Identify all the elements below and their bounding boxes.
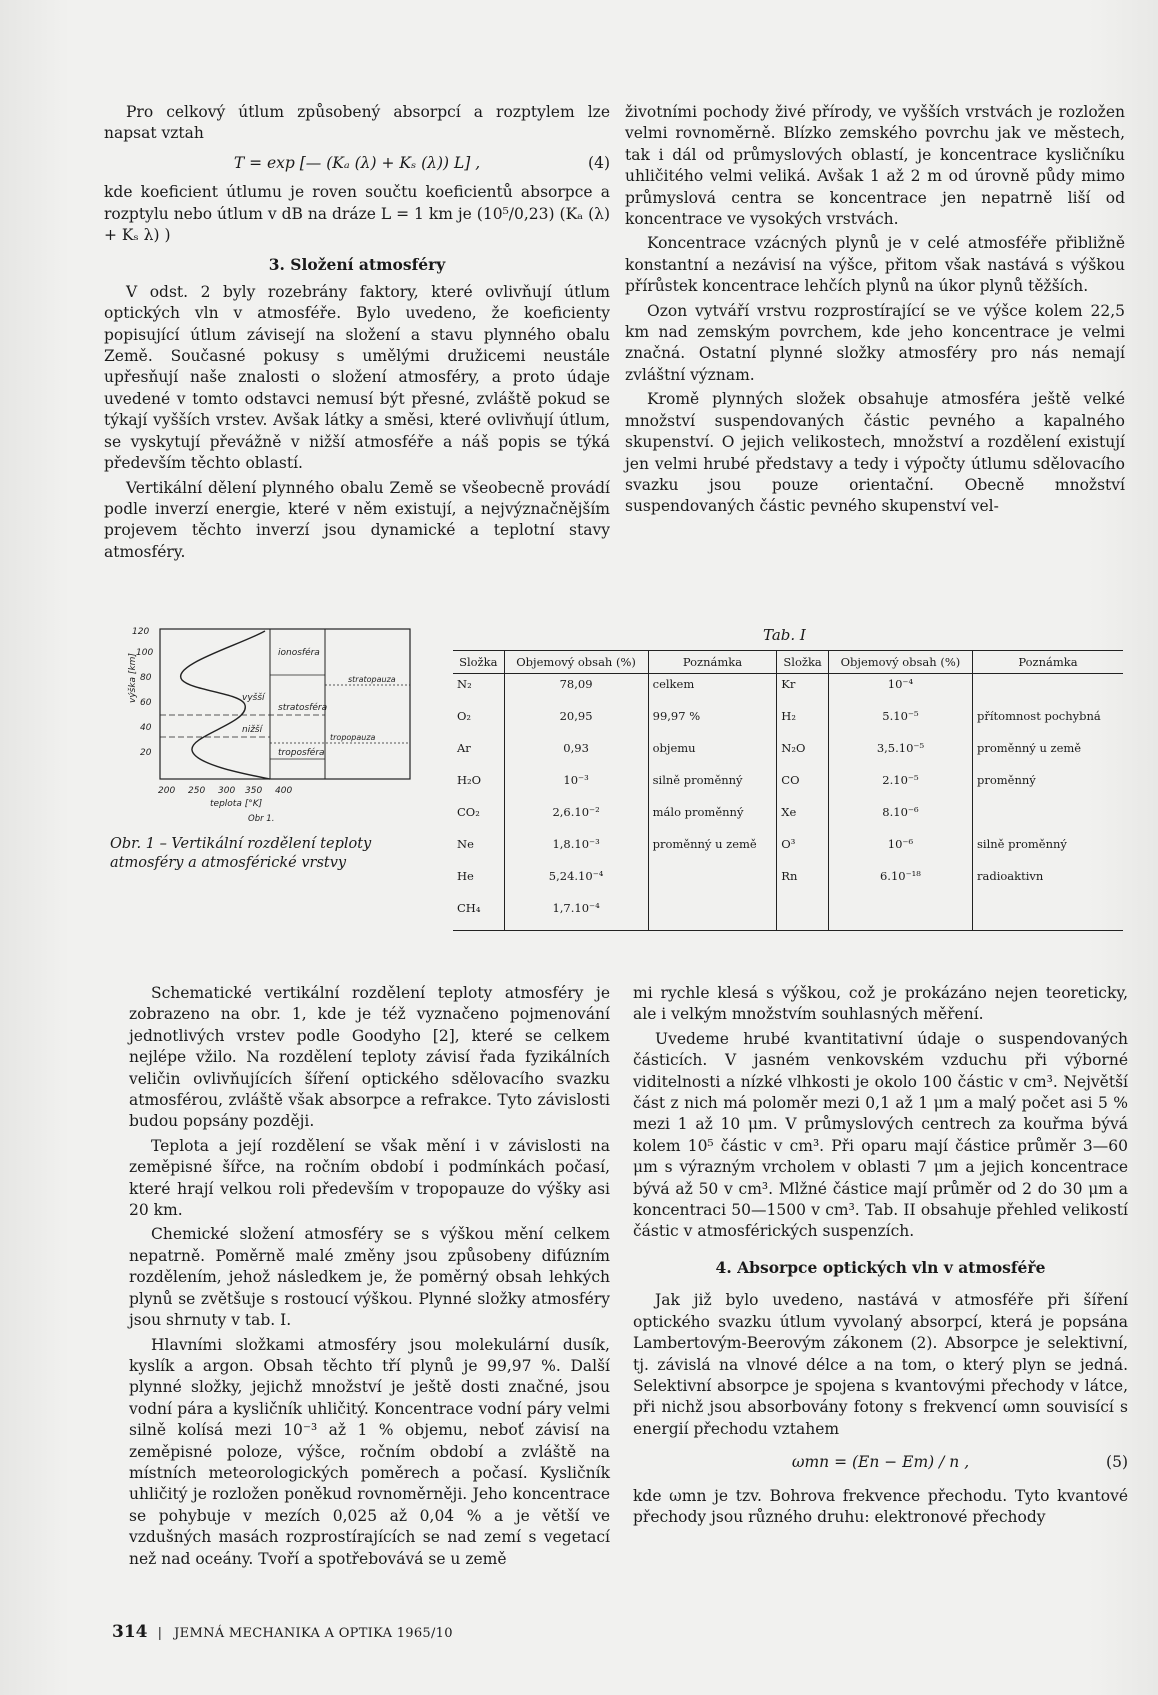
table-cell: proměnný u země: [648, 834, 777, 866]
table-cell: CH₄: [453, 898, 504, 931]
footer-separator: |: [157, 1626, 163, 1641]
paragraph: Koncentrace vzácných plynů je v celé atmosféře přibližně konstantní a nezávisí na výšce, přitom však nastává s výškou přírůstek koncentrace lehčích plynů na úkor plynů těžších.: [625, 234, 1125, 296]
section-heading: 3. Složení atmosféry: [268, 255, 446, 275]
table-cell: 99,97 %: [648, 706, 777, 738]
caption-text: – Vertikální rozdělení teploty atmosféry a atmosférické vrstvy: [110, 836, 372, 871]
temperature-curve: [181, 631, 270, 779]
table-cell: 20,95: [504, 706, 648, 738]
table-cell: Ne: [457, 837, 474, 851]
table-header-row: [453, 651, 1123, 674]
paragraph: kde koeficient útlumu je roven součtu koeficientů absorpce a rozptylu nebo útlum v dB na dráze L = 1 km je (10⁵/0,23) (Kₐ (λ) + Kₛ λ) ): [104, 183, 610, 245]
x-axis-label: teplota [°K]: [210, 799, 263, 809]
table-cell: CO: [777, 770, 829, 802]
x-ticks: [158, 786, 292, 796]
table-cell: He: [457, 869, 474, 883]
right-column-top: [625, 102, 1125, 518]
y-tick: 80: [140, 673, 152, 683]
table-row: [453, 706, 1123, 738]
formula-text: ωmn = (En − Em) / n ,: [791, 1453, 970, 1472]
table-row: [453, 770, 1123, 802]
y-axis-label: výška [km]: [128, 653, 138, 703]
paragraph: Jak již bylo uvedeno, nastává v atmosféře při šíření optického svazku útlum vyvolaný absorpcí, která je popsána Lambertovým-Beerovým zákonem (2). Absorpce je selektivní, tj. závislá na vlnové délce a na tom, o který plyn se jedná. Selektivní absorpce je spojena s kvantovými přechody v látce, při nichž jsou absorbovány fotony s frekvencí ωmn souvisící s energií přechodu vztahem: [633, 1291, 1128, 1438]
table-cell: [648, 866, 777, 898]
formula-5: [633, 1452, 1128, 1473]
composition-table: [453, 650, 1123, 931]
table-cell: Kr: [777, 674, 829, 707]
table-cell: 10⁻³: [504, 770, 648, 802]
table-cell: [972, 898, 1123, 931]
left-column-bottom: [129, 983, 610, 1570]
table-row: [453, 834, 1123, 866]
y-tick: 20: [140, 748, 152, 758]
x-tick: 400: [275, 786, 293, 796]
table-cell: 10⁻⁴: [828, 674, 972, 707]
x-tick: 300: [218, 786, 236, 796]
page-number: 314: [112, 1622, 148, 1642]
table-cell: [828, 898, 972, 931]
paragraph: mi rychle klesá s výškou, což je prokázáno nejen teoreticky, ale i velkým množstvím souhlasných měření.: [633, 984, 1128, 1024]
table-cell: silně proměnný: [972, 834, 1123, 866]
col-header: Složka: [453, 651, 504, 674]
paragraph: V odst. 2 byly rozebrány faktory, které ovlivňují útlum optických vln v atmosféře. Bylo uvedeno, že koeficienty popisující útlum závisejí na složení a stavu plynného obalu Země. Současné pokusy s umělými družicemi neustále upřesňují naše znalosti o složení atmosféry, a proto údaje uvedené v tomto odstavci nemusí být přesné, zvláště pokud se týkají vyšších vrstev. Avšak látky a směsi, které ovlivňují útlum, se vyskytují převážně v nižší atmosféře a náš popis se týká především těchto oblastí.: [104, 282, 610, 473]
paragraph: Schematické vertikální rozdělení teploty atmosféry je zobrazeno na obr. 1, kde je též vyznačeno pojmenování jednotlivých vrstev podle Goodyho [2], které se celkem nejlépe vžilo. Na rozdělení teploty závisí řada fyzikálních veličin ovlivňujících šíření optického sdělovacího svazku atmosférou, zvláště však absorpce a refrakce. Tyto závislosti budou popsány později.: [129, 984, 610, 1131]
table-cell: přítomnost pochybná: [972, 706, 1123, 738]
table-body: [453, 674, 1123, 931]
table-title: Tab. I: [763, 626, 806, 644]
y-tick: 40: [140, 723, 152, 733]
col-header: Složka: [777, 651, 829, 674]
col-header: Objemový obsah (%): [504, 651, 648, 674]
formula-text: T = exp [— (Kₐ (λ) + Kₛ (λ)) L] ,: [233, 153, 481, 172]
table-cell: O₂: [457, 709, 472, 723]
table-cell: O³: [777, 834, 829, 866]
col-header: Poznámka: [648, 651, 777, 674]
right-column-bottom: [633, 983, 1128, 1528]
layer-label: nižší: [242, 725, 263, 735]
figure-caption: [110, 835, 440, 873]
paragraph: kde ωmn je tzv. Bohrova frekvence přechodu. Tyto kvantové přechody jsou různého druhu: elektronové přechody: [633, 1486, 1128, 1526]
layer-label: troposféra: [278, 748, 325, 758]
table-cell: 10⁻⁶: [828, 834, 972, 866]
layer-label: stratopauza: [348, 675, 396, 684]
paragraph: Chemické složení atmosféry se s výškou mění celkem nepatrně. Poměrně malé změny jsou způsobeny difúzním rozdělením, jehož následkem je, že poměrný obsah lehkých plynů se zvětšuje s rostoucí výškou. Plynné složky atmosféry jsou shrnuty v tab. I.: [129, 1225, 610, 1330]
table-cell: H₂: [777, 706, 829, 738]
layer-label: ionosféra: [278, 648, 320, 658]
paragraph: Kromě plynných složek obsahuje atmosféra ještě velké množství suspendovaných částic pevného a kapalného skupenství. O jejich velikostech, množství a rozdělení existují jen velmi hrubé představy a tedy i výpočty útlumu sdělovacího svazku jsou pouze orientační. Obecně množství suspendovaných částic pevného skupenství vel-: [625, 390, 1125, 516]
table-cell: 3,5.10⁻⁵: [828, 738, 972, 770]
table-cell: [777, 898, 829, 931]
figure-1-diagram: [130, 625, 415, 830]
table-row: [453, 898, 1123, 931]
y-tick: 60: [140, 698, 152, 708]
table-cell: 2,6.10⁻²: [504, 802, 648, 834]
table-row: [453, 674, 1123, 707]
table-cell: N₂O: [777, 738, 829, 770]
col-header: Objemový obsah (%): [828, 651, 972, 674]
x-tick: 350: [245, 786, 263, 796]
table-row: [453, 866, 1123, 898]
paragraph: Uvedeme hrubé kvantitativní údaje o suspendovaných částicích. V jasném venkovském vzduchu při výborné viditelnosti a nízké vlhkosti je okolo 100 částic v cm³. Největší část z nich má poloměr mezi 0,1 až 1 μm a malý počet asi 5 % mezi 1 až 10 μm. V průmyslových centrech za kouřma bývá kolem 10⁵ částic v cm³. Při oparu mají částice průměr 3—60 μm s výrazným vrcholem v oblasti 7 μm a jejich koncentrace bývá až 50 v cm³. Mlžné částice mají průměr od 2 do 30 μm a koncentraci 50—1500 v cm³. Tab. II obsahuje přehled velikostí částic v atmosférických suspenzích.: [633, 1029, 1128, 1241]
paragraph: Vertikální dělení plynného obalu Země se všeobecně provádí podle inverzí energie, které v něm existují, a nejvýznačnějším projevem těchto inverzí jsou dynamické a teplotní stavy atmosféry.: [104, 478, 610, 561]
y-tick: 100: [136, 648, 154, 658]
table-cell: 0,93: [504, 738, 648, 770]
table-cell: Xe: [777, 802, 829, 834]
table-cell: 1,8.10⁻³: [504, 834, 648, 866]
y-tick: 120: [132, 627, 150, 637]
figure-mark: Obr 1.: [248, 814, 275, 824]
paragraph: Pro celkový útlum způsobený absorpcí a rozptylem lze napsat vztah: [104, 103, 610, 143]
table-cell: radioaktivn: [972, 866, 1123, 898]
table-cell: málo proměnný: [648, 802, 777, 834]
paragraph: životními pochody živé přírody, ve vyšších vrstvách je rozložen velmi rovnoměrně. Blízko zemského povrchu jak ve městech, tak i dál od průmyslových oblastí, je koncentrace kysličníku uhličitého velmi veliká. Avšak 1 až 2 m od úrovně půdy mimo průmyslová centra se koncentrace jen nepatrně liší od koncentrace ve vysokých vrstvách.: [625, 103, 1125, 229]
table-cell: 5.10⁻⁵: [828, 706, 972, 738]
table-cell: proměnný: [972, 770, 1123, 802]
table-cell: N₂: [457, 677, 472, 691]
formula-4: [104, 153, 610, 174]
table-cell: celkem: [648, 674, 777, 707]
table-row: [453, 738, 1123, 770]
layer-label: tropopauza: [330, 733, 376, 742]
x-tick: 200: [158, 786, 176, 796]
formula-number: (5): [1106, 1453, 1128, 1472]
table-cell: 5,24.10⁻⁴: [504, 866, 648, 898]
table-cell: objemu: [648, 738, 777, 770]
paragraph: Hlavními složkami atmosféry jsou molekulární dusík, kyslík a argon. Obsah těchto tří plynů je 99,97 %. Další plynné složky, jejichž množství je ještě dosti značné, jsou vodní pára a kysličník uhličitý. Koncentrace vodní páry velmi silně kolísá mezi 10⁻³ až 1 % objemu, neboť závisí na zeměpisné poloze, výšce, ročním období a zvláště na místních meteorologických poměrech a počasí. Kysličník uhličitý je rozložen poněkud rovnoměrněji. Jeho koncentrace se pohybuje v mezích 0,025 až 0,04 % a je větší ve vzdušných masách rozprostírajících se nad zemí s vegetací než nad oceány. Tvoří a spotřebovává se u země: [129, 1335, 610, 1568]
paragraph: Ozon vytváří vrstvu rozprostírající se ve výšce kolem 22,5 km nad zemským povrchem, kde jeho koncentrace je velmi značná. Ostatní plynné složky atmosféry pro nás nemají zvláštní význam.: [625, 301, 1125, 384]
layer-label: stratosféra: [278, 703, 328, 713]
table-cell: CO₂: [457, 805, 480, 819]
table-cell: Rn: [777, 866, 829, 898]
table-cell: 1,7.10⁻⁴: [504, 898, 648, 931]
table-cell: 78,09: [504, 674, 648, 707]
table-cell: Ar: [457, 741, 471, 755]
table-cell: 6.10⁻¹⁸: [828, 866, 972, 898]
x-tick: 250: [188, 786, 206, 796]
layer-label: vyšší: [242, 693, 265, 703]
caption-label: Obr. 1: [110, 836, 155, 852]
figure-1: [130, 625, 415, 834]
table-cell: [648, 898, 777, 931]
paragraph: Teplota a její rozdělení se však mění i v závislosti na zeměpisné šířce, na ročním období i podmínkách počasí, které hrají velkou roli především v tropopauze do výšky asi 20 km.: [129, 1136, 610, 1220]
table-cell: 8.10⁻⁶: [828, 802, 972, 834]
table-cell: silně proměnný: [648, 770, 777, 802]
journal-name: JEMNÁ MECHANIKA A OPTIKA 1965/10: [174, 1626, 453, 1641]
table-row: [453, 802, 1123, 834]
table-cell: [972, 674, 1123, 707]
table-cell: [972, 802, 1123, 834]
table-cell: H₂O: [457, 773, 482, 787]
col-header: Poznámka: [972, 651, 1123, 674]
section-heading: 4. Absorpce optických vln v atmosféře: [715, 1257, 1046, 1277]
table-cell: proměnný u země: [972, 738, 1123, 770]
page-footer: [112, 1622, 453, 1642]
left-column-top: [104, 102, 610, 563]
table-cell: 2.10⁻⁵: [828, 770, 972, 802]
formula-number: (4): [588, 153, 610, 172]
